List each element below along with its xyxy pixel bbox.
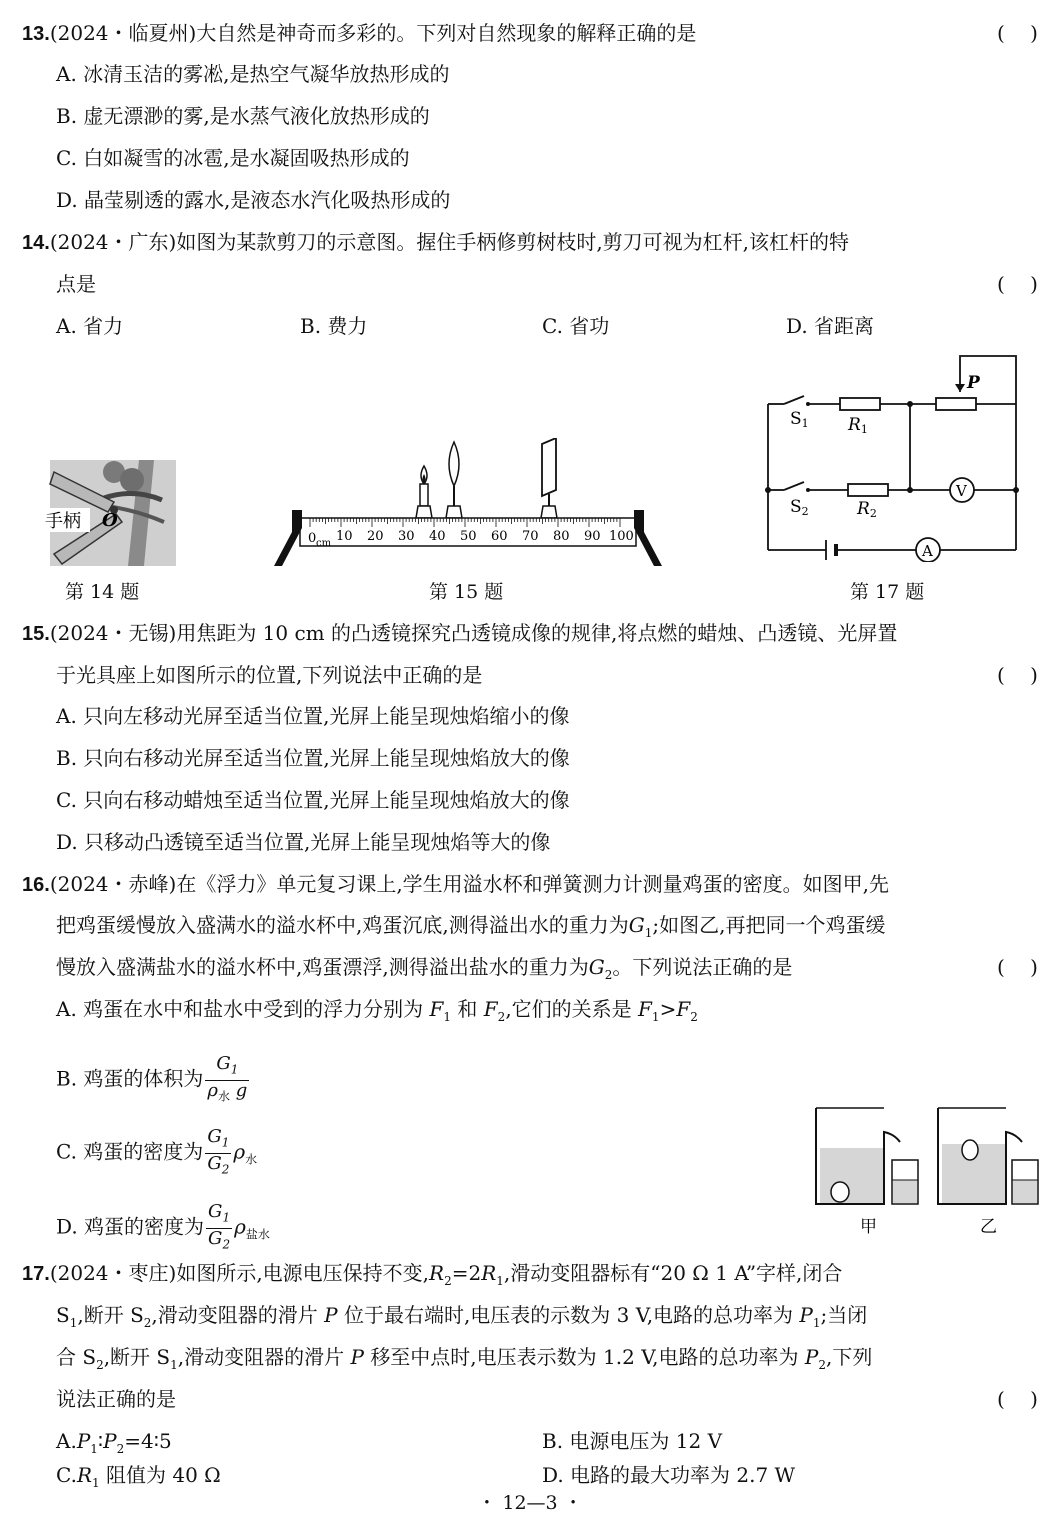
q13-option-a: A. 冰清玉洁的雾凇,是热空气凝华放热形成的	[56, 62, 450, 86]
switch-s2-label: S2	[790, 497, 809, 518]
volume-fraction: $\frac{G_1}{\rho_水 g}$	[207, 1053, 248, 1104]
q16-option-a: A. 鸡蛋在水中和盐水中受到的浮力分别为 $F_1$ 和 $F_2$,它们的关系是 $F_1>F_2$	[56, 997, 698, 1024]
slider-p-label: P	[967, 373, 980, 393]
circuit-figure	[760, 348, 1026, 562]
cup-right	[938, 1108, 1038, 1204]
q17-number: 17.	[22, 1263, 50, 1285]
q14-option-b: B. 费力	[300, 314, 368, 338]
slider-arrow-icon	[955, 384, 965, 392]
q15-option-d: D. 只移动凸透镜至适当位置,光屏上能呈现烛焰等大的像	[56, 830, 551, 854]
resistor-r1-label: R1	[848, 415, 868, 436]
q13-option-d: D. 晶莹剔透的露水,是液态水汽化吸热形成的	[56, 188, 451, 212]
figure-15-caption: 第 15 题	[429, 581, 504, 603]
cup-left	[816, 1108, 918, 1204]
q13-option-b: B. 虚无漂渺的雾,是水蒸气液化放热形成的	[56, 104, 430, 128]
q14-option-d: D. 省距离	[786, 314, 875, 338]
q15-option-a: A. 只向左移动光屏至适当位置,光屏上能呈现烛焰缩小的像	[56, 704, 570, 728]
q16-option-d: D. 鸡蛋的密度为 $\frac{G_1}{G_2}$ $\rho_{盐水}$	[56, 1202, 270, 1254]
overflow-cups-figure	[812, 1104, 1052, 1240]
q17-answer-paren: ( )	[996, 1387, 1038, 1411]
q14-answer-paren: ( )	[996, 272, 1038, 296]
optical-bench-figure	[272, 438, 662, 570]
q17-option-c: $C.R_1$ 阻值为 40 Ω	[56, 1463, 221, 1490]
q15-stem-line2: 于光具座上如图所示的位置,下列说法中正确的是	[56, 663, 483, 687]
ruler-tick-10: 10	[336, 529, 353, 544]
q15-answer-paren: ( )	[996, 663, 1038, 687]
q16-option-c: C. 鸡蛋的密度为 $\frac{G_1}{G_2}$ $\rho_水$	[56, 1127, 257, 1179]
scissors-pivot-label: O	[102, 510, 118, 531]
cup-right-label: 乙	[980, 1217, 997, 1237]
light-screen-icon	[541, 438, 557, 518]
q17-stem-line4: 说法正确的是	[56, 1387, 176, 1411]
q17-option-a: $A.P_1∶P_2=4∶5$	[56, 1429, 172, 1456]
resistor-r2-label: R2	[857, 499, 877, 520]
junction-dots	[765, 401, 1019, 493]
ammeter-icon: A	[922, 542, 933, 560]
ruler-tick-40: 40	[429, 529, 446, 544]
q15-option-c: C. 只向右移动蜡烛至适当位置,光屏上能呈现烛焰放大的像	[56, 788, 570, 812]
q14-stem-line1: 14.(2024・广东)如图为某款剪刀的示意图。握住手柄修剪树枝时,剪刀可视为杠杆,该杠杆的特	[22, 230, 850, 254]
ruler-unit: cm	[316, 538, 332, 549]
page-number-footer: ・ 12—3 ・	[477, 1492, 583, 1514]
candle-icon	[416, 466, 432, 518]
ruler-tick-70: 70	[522, 529, 539, 544]
ruler-tick-0: 0	[308, 531, 317, 546]
q16-answer-paren: ( )	[996, 955, 1038, 979]
figure-14-caption: 第 14 题	[65, 581, 140, 603]
ruler-tick-20: 20	[367, 529, 384, 544]
q14-stem-line2: 点是	[56, 272, 96, 296]
ruler-tick-50: 50	[460, 529, 477, 544]
q13-option-c: C. 白如凝雪的冰雹,是水凝固吸热形成的	[56, 146, 410, 170]
q14-number: 14.	[22, 232, 50, 254]
scissors-figure	[44, 458, 178, 570]
q14-option-a: A. 省力	[56, 314, 124, 338]
q15-number: 15.	[22, 623, 50, 645]
q13-stem: 13.(2024・临夏州)大自然是神奇而多彩的。下列对自然现象的解释正确的是	[22, 21, 697, 45]
q15-option-b: B. 只向右移动光屏至适当位置,光屏上能呈现烛焰放大的像	[56, 746, 570, 770]
q16-stem-line3: 慢放入盛满盐水的溢水杯中,鸡蛋漂浮,测得溢出盐水的重力为$G_2$。下列说法正确的是	[56, 955, 793, 982]
convex-lens-icon	[446, 442, 462, 518]
density-fraction-d: $\frac{G_1}{G_2}$	[208, 1201, 231, 1252]
ruler-tick-30: 30	[398, 529, 415, 544]
q14-option-c: C. 省功	[542, 314, 610, 338]
ruler-tick-100: 100	[609, 529, 634, 544]
density-fraction-c: $\frac{G_1}{G_2}$	[207, 1126, 230, 1177]
q13-number: 13.	[22, 23, 50, 45]
q16-stem-line1: 16.(2024・赤峰)在《浮力》单元复习课上,学生用溢水杯和弹簧测力计测量鸡蛋的密度。如图甲,先	[22, 872, 890, 896]
ruler-tick-80: 80	[553, 529, 570, 544]
cup-left-label: 甲	[860, 1217, 877, 1237]
ruler-tick-90: 90	[584, 529, 601, 544]
figure-17-caption: 第 17 题	[850, 581, 925, 603]
q17-stem-line1: 17.(2024・枣庄)如图所示,电源电压保持不变$,R_2=2R_1$,滑动变阻器标有“20 Ω 1 A”字样,闭合	[22, 1261, 843, 1288]
q17-option-d: D. 电路的最大功率为 2.7 W	[542, 1463, 796, 1487]
q17-stem-line2: $S_1$,断开 $S_2$,滑动变阻器的滑片 P 位于最右端时,电压表的示数为 3 V,电路的总功率为 $P_1$;当闭	[56, 1303, 868, 1330]
switch-s1-label: S1	[790, 409, 809, 430]
voltmeter-icon: V	[956, 482, 967, 500]
q16-option-b: B. 鸡蛋的体积为 $\frac{G_1}{\rho_水 g}$	[56, 1054, 251, 1106]
q17-stem-line3: 合 $S_2$,断开 $S_1$,滑动变阻器的滑片 P 移至中点时,电压表示数为 1.2 V,电路的总功率为 $P_2$,下列	[56, 1345, 873, 1372]
q15-stem-line1: 15.(2024・无锡)用焦距为 10 cm 的凸透镜探究凸透镜成像的规律,将点燃的蜡烛、凸透镜、光屏置	[22, 621, 898, 645]
q13-answer-paren: ( )	[996, 21, 1038, 45]
q17-option-b: B. 电源电压为 12 V	[542, 1429, 723, 1453]
ruler-tick-60: 60	[491, 529, 508, 544]
q16-stem-line2: 把鸡蛋缓慢放入盛满水的溢水杯中,鸡蛋沉底,测得溢出水的重力为$G_1$;如图乙,再把同一个鸡蛋缓	[56, 913, 886, 940]
scissors-handle-label: 手柄	[45, 511, 81, 532]
q16-number: 16.	[22, 874, 50, 896]
